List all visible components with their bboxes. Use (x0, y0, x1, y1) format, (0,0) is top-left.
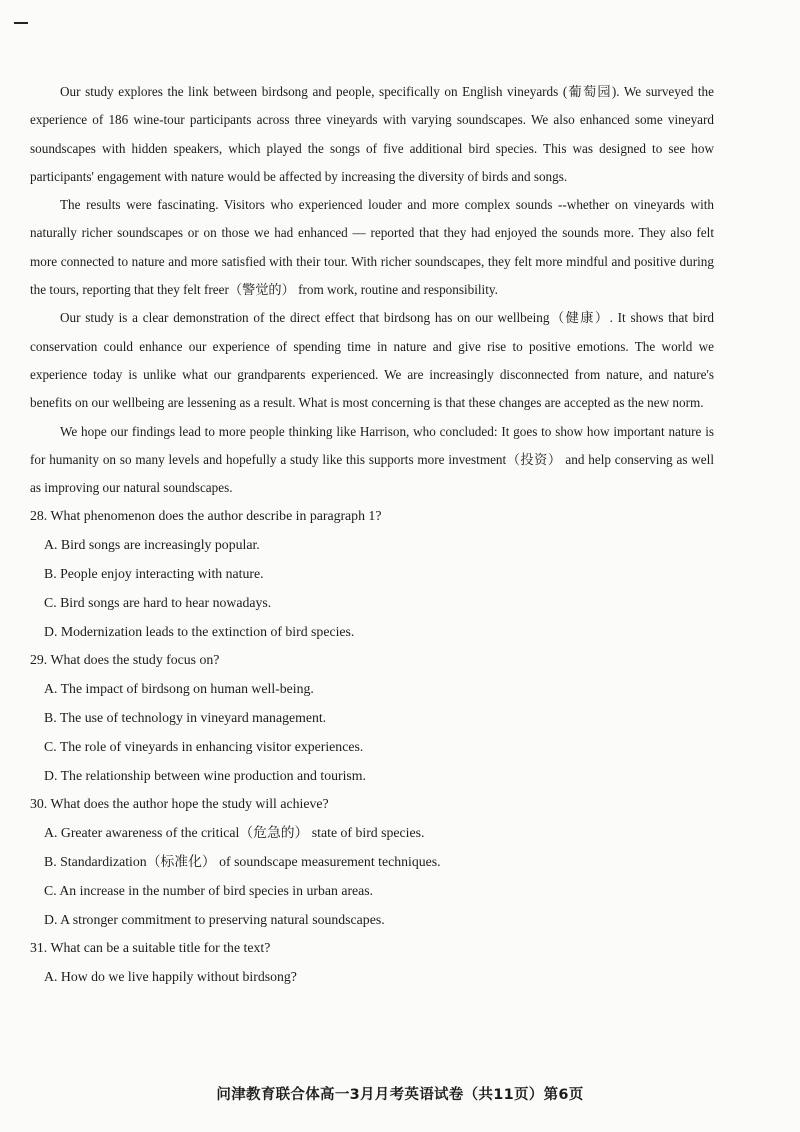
option-d: D. The relationship between wine production and tourism. (44, 767, 366, 783)
option-a: A. Greater awareness of the critical（危急的） state of bird species. (44, 825, 425, 841)
option-a: A. The impact of birdsong on human well-being. (44, 681, 314, 697)
option-d: D. Modernization leads to the extinction of bird species. (44, 623, 355, 639)
passage-paragraph-3: Our study is a clear demonstration of the direct effect that birdsong has on our wellbeing（健康）. It shows that bird conservation could enhance our experience of spending time in nature and give rise to positive emotions. The world we experience today is unlike what our grandparents experienced. We are increasingly disconnected from nature, and nature's benefits on our wellbeing are lessening as a result. What is most concerning is that these changes are accepted as the new norm. (30, 310, 714, 411)
option-c: C. An increase in the number of bird species in urban areas. (44, 882, 374, 898)
question-30 (30, 790, 714, 934)
passage-paragraph-1: Our study explores the link between birdsong and people, specifically on English vineyards (葡萄园). We surveyed the experience of 186 wine-tour participants across three vineyards with varying soundscapes. We also enhanced some vineyard soundscapes with hidden speakers, which played the songs of five additional bird species. This was designed to see how participants' engagement with nature would be affected by increasing the diversity of birds and songs. (30, 84, 714, 184)
option-b: B. The use of technology in vineyard management. (44, 710, 327, 726)
passage-paragraph-4: We hope our findings lead to more people thinking like Harrison, who concluded: It goes to show how important nature is for humanity on so many levels and hopefully a study like this supports more investment（投资） and help conserving as well as improving our natural soundscapes. (30, 423, 714, 496)
option-a: A. How do we live happily without birdsong? (44, 969, 297, 985)
question-28 (30, 502, 714, 646)
corner-mark (14, 22, 28, 24)
exam-page (30, 78, 714, 992)
option-a: A. Bird songs are increasingly popular. (44, 537, 260, 553)
question-stem: 30. What does the author hope the study will achieve? (30, 796, 329, 812)
option-d: D. A stronger commitment to preserving natural soundscapes. (44, 911, 385, 927)
question-stem: 29. What does the study focus on? (30, 652, 220, 668)
option-b: B. People enjoy interacting with nature. (44, 566, 264, 582)
reading-passage (30, 78, 714, 502)
question-stem: 28. What phenomenon does the author describe in paragraph 1? (30, 508, 382, 524)
question-29 (30, 646, 714, 790)
option-b: B. Standardization（标准化） of soundscape measurement techniques. (44, 854, 441, 870)
passage-paragraph-2: The results were fascinating. Visitors who experienced louder and more complex sounds --whether on vineyards with naturally richer soundscapes or on those we had enhanced — reported that they had enjoyed the sounds more. They also felt more connected to nature and more satisfied with their tour. With richer soundscapes, they felt more mindful and positive during the tours, reporting that they felt freer（警觉的） from work, routine and responsibility. (30, 197, 714, 298)
option-c: C. Bird songs are hard to hear nowadays. (44, 594, 272, 610)
option-c: C. The role of vineyards in enhancing visitor experiences. (44, 738, 364, 754)
page-footer: 问津教育联合体高一3月月考英语试卷（共11页）第6页 (216, 1087, 584, 1103)
question-stem: 31. What can be a suitable title for the text? (30, 940, 271, 956)
question-31 (30, 934, 714, 992)
